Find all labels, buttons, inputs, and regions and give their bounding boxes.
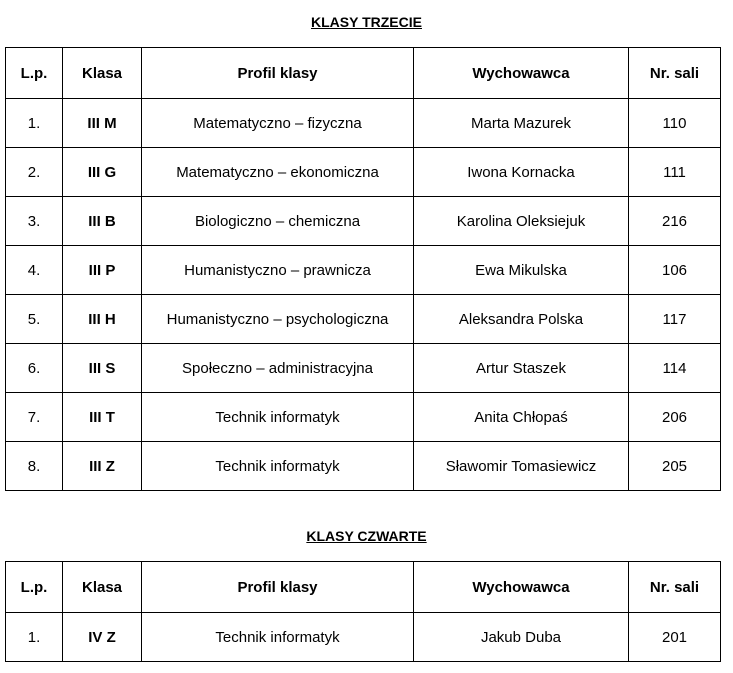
cell-nr-sali: 201	[629, 613, 721, 662]
table-klasy-trzecie	[5, 47, 721, 491]
cell-profil-klasy: Społeczno – administracyjna	[142, 344, 414, 393]
cell-lp: 2.	[6, 148, 63, 197]
cell-lp: 1.	[6, 613, 63, 662]
column-header-wychowawca: Wychowawca	[414, 562, 629, 613]
cell-klasa: III P	[63, 246, 142, 295]
table-header-row	[6, 562, 721, 613]
section-title-klasy-czwarte: KLASY CZWARTE	[306, 528, 427, 544]
cell-wychowawca: Sławomir Tomasiewicz	[414, 442, 629, 491]
cell-lp: 5.	[6, 295, 63, 344]
cell-lp: 4.	[6, 246, 63, 295]
cell-profil-klasy: Biologiczno – chemiczna	[142, 197, 414, 246]
cell-nr-sali: 205	[629, 442, 721, 491]
table-row	[6, 99, 721, 148]
column-header-profil-klasy: Profil klasy	[142, 562, 414, 613]
cell-profil-klasy: Humanistyczno – psychologiczna	[142, 295, 414, 344]
cell-lp: 8.	[6, 442, 63, 491]
cell-lp: 3.	[6, 197, 63, 246]
cell-nr-sali: 114	[629, 344, 721, 393]
cell-lp: 1.	[6, 99, 63, 148]
cell-profil-klasy: Technik informatyk	[142, 613, 414, 662]
column-header-klasa: Klasa	[63, 562, 142, 613]
cell-nr-sali: 110	[629, 99, 721, 148]
column-header-nr-sali: Nr. sali	[629, 562, 721, 613]
cell-nr-sali: 216	[629, 197, 721, 246]
cell-klasa: III S	[63, 344, 142, 393]
column-header-nr-sali: Nr. sali	[629, 48, 721, 99]
cell-profil-klasy: Humanistyczno – prawnicza	[142, 246, 414, 295]
cell-wychowawca: Marta Mazurek	[414, 99, 629, 148]
cell-lp: 7.	[6, 393, 63, 442]
column-header-lp: L.p.	[6, 48, 63, 99]
cell-profil-klasy: Technik informatyk	[142, 442, 414, 491]
cell-klasa: III H	[63, 295, 142, 344]
table-row	[6, 442, 721, 491]
table-row	[6, 393, 721, 442]
table-klasy-czwarte	[5, 561, 721, 662]
cell-profil-klasy: Technik informatyk	[142, 393, 414, 442]
cell-wychowawca: Karolina Oleksiejuk	[414, 197, 629, 246]
column-header-lp: L.p.	[6, 562, 63, 613]
cell-klasa: III M	[63, 99, 142, 148]
column-header-wychowawca: Wychowawca	[414, 48, 629, 99]
section-title-klasy-trzecie: KLASY TRZECIE	[311, 14, 422, 30]
cell-wychowawca: Artur Staszek	[414, 344, 629, 393]
table-row	[6, 344, 721, 393]
cell-lp: 6.	[6, 344, 63, 393]
cell-klasa: III G	[63, 148, 142, 197]
cell-klasa: IV Z	[63, 613, 142, 662]
cell-nr-sali: 106	[629, 246, 721, 295]
cell-klasa: III Z	[63, 442, 142, 491]
column-header-profil-klasy: Profil klasy	[142, 48, 414, 99]
table-row	[6, 246, 721, 295]
cell-profil-klasy: Matematyczno – ekonomiczna	[142, 148, 414, 197]
cell-klasa: III T	[63, 393, 142, 442]
table-row	[6, 148, 721, 197]
cell-wychowawca: Anita Chłopaś	[414, 393, 629, 442]
table-row	[6, 295, 721, 344]
cell-nr-sali: 206	[629, 393, 721, 442]
cell-nr-sali: 117	[629, 295, 721, 344]
table-header-row	[6, 48, 721, 99]
table-row	[6, 613, 721, 662]
cell-nr-sali: 111	[629, 148, 721, 197]
cell-klasa: III B	[63, 197, 142, 246]
cell-wychowawca: Iwona Kornacka	[414, 148, 629, 197]
cell-wychowawca: Jakub Duba	[414, 613, 629, 662]
cell-wychowawca: Ewa Mikulska	[414, 246, 629, 295]
column-header-klasa: Klasa	[63, 48, 142, 99]
cell-profil-klasy: Matematyczno – fizyczna	[142, 99, 414, 148]
cell-wychowawca: Aleksandra Polska	[414, 295, 629, 344]
table-row	[6, 197, 721, 246]
